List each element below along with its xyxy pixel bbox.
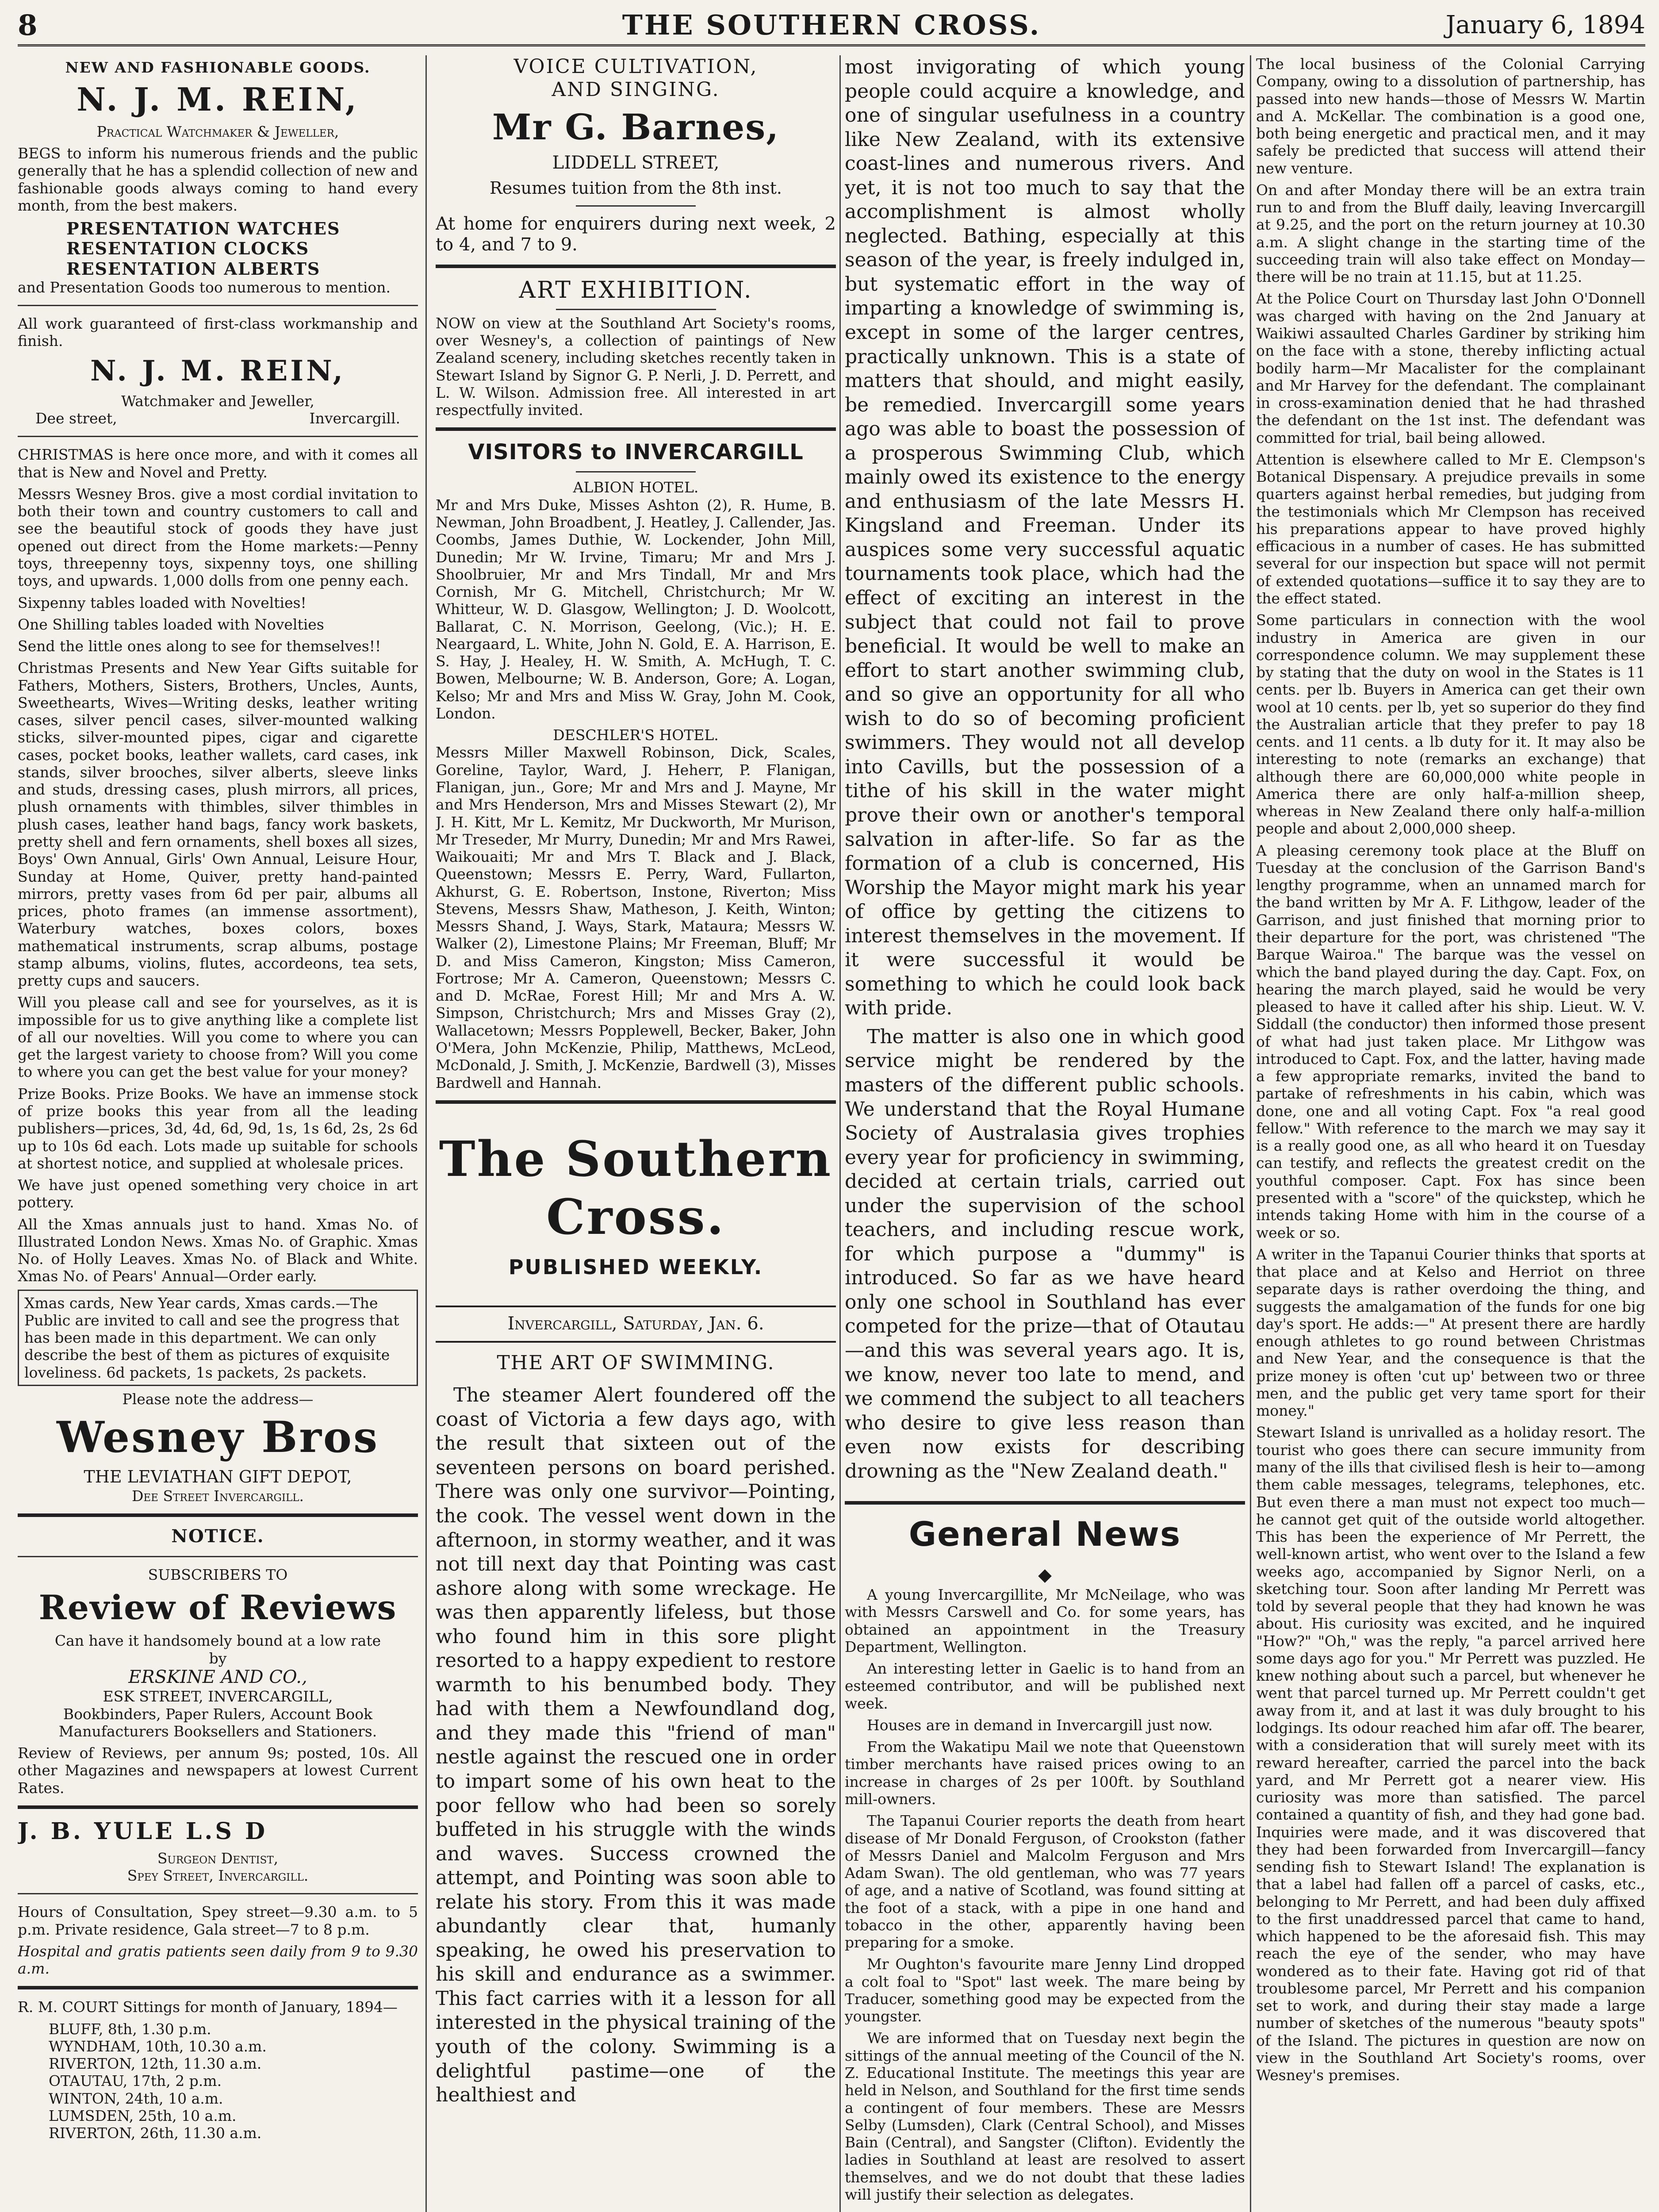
- teacher-address: LIDDELL STREET,: [552, 152, 720, 173]
- sitting: LUMSDEN, 25th, 10 a.m.: [49, 2107, 237, 2125]
- issue-date: January 6, 1894: [1445, 11, 1645, 39]
- voice-heading: VOICE CULTIVATION,: [513, 55, 758, 78]
- ad-text: All work guaranteed of first-class workmanship and finish.: [18, 315, 418, 350]
- article-body: The steamer Alert foundered off the coast of Victoria a few days ago, with the result that sixteen out of the seventeen persons on board perished. There was only one survivor—Pointing, the cook. The vessel went down in the afternoon, in stormy weather, and it was not till next day that Pointing was cast ashore along with some wreckage. He was then apparently lifeless, but those who found him in this sore plight resorted to a happy expedient to restore warmth to his benumbed body. They had with them a Newfoundland dog, and they made this "friend of man" nestle against the rescued one in order to impart some of his own heat to the poor fellow who had been so sorely buffeted in his struggle with the winds and waves. Success crowned the attempt, and Pointing was soon able to relate his story. From this it was made abundantly clear that, humanly speaking, he owed his preservation to his skill and endurance as a swimmer. This fact carries with it a lesson for all interested in the physical training of the youth of the colony. Swimming is a delightful pastime—one of the healthiest and: [436, 1384, 836, 2107]
- article-body: most invigorating of which young people could acquire a knowledge, and one of singular usefulness in a country like New Zealand, with its extensive coast-lines and numerous rivers. And yet, it is not too much to say that the accomplishment is almost wholly neglected. Bathing, especially at this season of the year, is freely indulged in, but systematic effort in the way of imparting a knowledge of swimming is, except in some of the larger centres, practically unknown. This is a state of matters that should, and might easily, be remedied. Invercargill some years ago was able to boast the possession of a prosperous Swimming Club, which mainly owed its existence to the energy and enthusiasm of the late Messrs H. Kingsland and Freeman. Under its auspices some very successful aquatic tournaments took place, which had the effect of exciting an interest in the subject that could not fail to prove beneficial. It would be well to make an effort to start another swimming club, and so give an opportunity for all who wish to do so of becoming proficient swimmers. They would not all develop into Cavills, but the possession of a tithe of his skill in the water might prove their own or another's temporal salvation in after-life. So far as the formation of a club is concerned, His Worship the Mayor might mark his year of office by getting the citizens to interest themselves in the movement. If it were successful it would be something to which he could look back with pride.: [845, 56, 1245, 1020]
- court-advertisement: [18, 1998, 418, 2142]
- divider: [18, 1513, 418, 1517]
- dateline-box: [436, 1306, 836, 1343]
- article-heading: THE ART OF SWIMMING.: [497, 1351, 775, 1374]
- column-3: [845, 55, 1245, 2212]
- column-rule: [839, 55, 841, 2212]
- divider: [556, 309, 716, 310]
- notice-advertisement: [18, 1526, 418, 1797]
- binder-name: ERSKINE AND CO.,: [128, 1667, 307, 1687]
- dentist-advertisement: [18, 1818, 418, 1977]
- published-weekly: PUBLISHED WEEKLY.: [508, 1255, 763, 1279]
- notice-sub: SUBSCRIBERS TO: [148, 1566, 288, 1583]
- presentation-item: RESENTATION ALBERTS: [66, 258, 321, 279]
- sitting: OTAUTAU, 17th, 2 p.m.: [49, 2072, 222, 2090]
- teacher-name: Mr G. Barnes,: [492, 106, 780, 148]
- dentist-hours: Hours of Consultation, Spey street—9.30 a.m. to 5 p.m. Private residence, Gala street—7 to 8 p.m.: [18, 1903, 418, 1938]
- xmas-cards-box: Xmas cards, New Year cards, Xmas cards.—The Public are invited to call and see the progress that has been made in this department. We can only describe the best of them as pictures of exquisite loveliness. 6d packets, 1s packets, 2s packets.: [18, 1290, 418, 1386]
- hotel-guests: Messrs Miller Maxwell Robinson, Dick, Scales, Goreline, Taylor, Ward, J. Heherr, P. Flanigan, Flanigan, jun., Gore; Mr and Mrs and J. Mayne, Mr and Mrs Henderson, Mrs and Misses Stewart (2), Mr J. H. Kitt, Mr L. Kemitz, Mr Duckworth, Mr Murison, Mr Treseder, Mr Murry, Dunedin; Mr and Mrs Rawei, Waikouaiti; Mr and Mrs T. Black and J. Black, Queenstown; Messrs E. Perry, Ward, Fullarton, Akhurst, G. E. Robertson, Instone, Riverton; Miss Stevens, Messrs Shaw, Matheson, J. Keith, Winton; Messrs Shand, J. Ways, Stark, Mataura; Messrs W. Walker (2), Limestone Plains; Mr Freeman, Bluff; Mr D. and Miss Cameron, Kingston; Miss Cameron, Fortrose; Mr A. Cameron, Queenstown; Messrs C. and D. McRae, Forest Hill; Mr and Mrs A. W. Simpson, Christchurch; Mrs and Misses Gray (2), Wallacetown; Messrs Popplewell, Becker, Baker, John O'Mera, John McKenzie, Philip, Matthews, McLeod, McDonald, J. Smith, J. McKenzie, Bardwell (3), Misses Bardwell and Hannah.: [436, 744, 836, 1091]
- dentist-name: J. B. YULE L.S D: [18, 1817, 268, 1845]
- page-number: 8: [18, 9, 38, 42]
- column-rule: [1250, 55, 1251, 2212]
- paper-banner: [436, 1130, 836, 1279]
- news-item: The Tapanui Courier reports the death from heart disease of Mr Donald Ferguson, of Crookston (father of Messrs Daniel and Malcolm Ferguson and Mrs Adam Swan). The old gentleman, who was 77 years of age, and a native of Scotland, was found sitting at the foot of a stack, with a pipe in one hand and tobacco in the other, apparently having been preparing for a smoke.: [845, 1812, 1245, 1951]
- ad-text: All the Xmas annuals just to hand. Xmas No. of Illustrated London News. Xmas No. of Graphic. Xmas No. of Holly Leaves. Xmas No. of Black and White. Xmas No. of Pears' Annual—Order early.: [18, 1215, 418, 1285]
- sitting: RIVERTON, 12th, 11.30 a.m.: [49, 2055, 262, 2073]
- news-item: From the Wakatipu Mail we note that Queenstown timber merchants have raised prices owing to an increase in charges of 2s per 100ft. by Southland mill-owners.: [845, 1738, 1245, 1808]
- ad-text: Prize Books. Prize Books. We have an immense stock of prize books this year from all the leading publishers—prices, 3d, 4d, 6d, 9d, 1s, 1s 6d, 2s, 2s 6d up to 10s 6d each. Lots made up suitable for schools at shortest notice, and supplied at wholesale prices.: [18, 1085, 418, 1172]
- street: Dee street,: [35, 410, 117, 427]
- sitting: WYNDHAM, 10th, 10.30 a.m.: [49, 2037, 267, 2055]
- advertiser-name: N. J. M. REIN,: [77, 81, 359, 119]
- signature-name: N. J. M. REIN,: [90, 354, 345, 388]
- divider: [845, 1501, 1245, 1505]
- ad-body: BEGS to inform his numerous friends and the public generally that he has a splendid collection of new and fashionable goods always coming to hand every month, from the best makers.: [18, 145, 418, 214]
- advertiser-trade: Practical Watchmaker & Jeweller,: [96, 123, 339, 140]
- news-item: At the Police Court on Thursday last John O'Donnell was charged with having on the 2nd January at Waikiwi assaulted Charles Gardiner by striking him on the face with a stone, thereby inflicting actual bodily harm—Mr Macalister for the complainant and Mr Harvey for the defendant. The complainant in cross-examination denied that he had thrashed the defendant on the 1st inst. The defendant was committed for trial, bail being allowed.: [1256, 290, 1645, 446]
- ad-text: Send the little ones along to see for themselves!!: [18, 637, 381, 655]
- news-item: A pleasing ceremony took place at the Bluff on Tuesday at the conclusion of the Garrison Band's lengthy programme, when an unnamed march for the band written by Mr A. F. Lithgow, leader of the Garrison, and just finished that morning prior to their departure for the port, was christened "The Barque Wairoa." The barque was the vessel on which the band played during the day. Capt. Fox, on hearing the march played, said he would be very pleased to have it called after his ship. Lieut. W. V. Siddall (the conductor) then informed those present of what had just taken place. Mr Lithgow was introduced to Capt. Fox, and the latter, having made a few appropriate remarks, invited the band to partake of refreshments in his cabin, which was done, one and all voting Capt. Fox "a real good fellow." With reference to the march we may say it is a really good one, as all who heard it on Tuesday can testify, and reflects the greatest credit on the youthful composer. Capt. Fox has since been presented with a "score" of the quickstep, which he intends taking Home with him in the course of a week or so.: [1256, 841, 1645, 1241]
- art-body: NOW on view at the Southland Art Society's rooms, over Wesney's, a collection of paintings of New Zealand scenery, including sketches recently taken in Stewart Island by Signor G. P. Nerli, J. D. Perrett, and L. W. Wilson. Admission free. All interested in art respectfully invited.: [436, 314, 836, 419]
- news-item: Mr Oughton's favourite mare Jenny Lind dropped a colt foal to "Spot" last week. The mare being by Traducer, something good may be expected from the youngster.: [845, 1955, 1245, 2025]
- divider: [436, 427, 836, 431]
- divider: [576, 471, 696, 472]
- notice-price: Review of Reviews, per annum 9s; posted, 10s. All other Magazines and newspapers at lowest Current Rates.: [18, 1744, 418, 1797]
- news-item: We are informed that on Tuesday next begin the sittings of the annual meeting of the Council of the N. Z. Educational Institute. The meetings this year are held in Nelson, and Southland for the first time sends a contingent of four members. These are Messrs Selby (Lumsden), Clark (Central School), and Misses Bain (Central), and Sangster (Clifton). Evidently the ladies in Southland at least are resolved to assert themselves, and we do not doubt that these ladies will justify their selection as delegates.: [845, 2029, 1245, 2203]
- address-note: Please note the address—: [122, 1390, 314, 1408]
- voice-advertisement: [436, 55, 836, 256]
- divider: [576, 205, 696, 207]
- ad-text: One Shilling tables loaded with Novelties: [18, 615, 324, 633]
- hotel-name: ALBION HOTEL.: [573, 479, 699, 496]
- wesney-advertisement: [18, 446, 418, 1505]
- article-body: The matter is also one in which good service might be rendered by the masters of the different public schools. We understand that the Royal Humane Society of Australasia gives trophies every year for proficiency in swimming, decided at certain trials, carried out under the supervision of the school teachers, and including rescue work, for which purpose a "dummy" is introduced. So far as we have heard only one school in Southland has ever competed for the prize—that of Otautau—and this was several years ago. It is, we know, never too late to mend, and we commend the subject to all teachers who desire to give less reason than even now exists for describing drowning as the "New Zealand death.": [845, 1025, 1245, 1482]
- presentation-item: RESENTATION CLOCKS: [66, 238, 310, 259]
- masthead: [18, 9, 1645, 46]
- sitting: WINTON, 24th, 10 a.m.: [49, 2089, 223, 2107]
- news-item: A writer in the Tapanui Courier thinks that sports at that place and at Kelso and Herriot on three separate days is rather overdoing the thing, and suggests the amalgamation of the funds for one big day's sport. He adds:—" At present there are hardly enough athletes to go round between Christmas and New Year, and the consequence is that the prize money is often 'cut up' between two or three men, and the public get very tame sport for their money.": [1256, 1245, 1645, 1420]
- divider: [18, 305, 418, 306]
- diamond-ornament: ◆: [1038, 1564, 1052, 1585]
- dentist-free: Hospital and gratis patients seen daily from 9 to 9.30 a.m.: [18, 1942, 418, 1978]
- binder-address: ESK STREET, INVERCARGILL,: [103, 1688, 333, 1705]
- news-heading: General News: [908, 1514, 1181, 1554]
- column-rule: [425, 55, 427, 2212]
- swimming-article: [436, 1352, 836, 2108]
- teacher-resume: Resumes tuition from the 8th inst.: [490, 178, 782, 198]
- notice-title: Review of Reviews: [38, 1587, 397, 1627]
- court-sittings: [18, 2020, 418, 2142]
- column-1: [18, 55, 418, 2212]
- voice-sub: AND SINGING.: [552, 78, 720, 101]
- dateline: Invercargill, Saturday, Jan. 6.: [507, 1313, 764, 1334]
- column-4: [1256, 55, 1645, 2212]
- news-item: An interesting letter in Gaelic is to hand from an esteemed contributor, and will be published next week.: [845, 1660, 1245, 1712]
- newspaper-title: THE SOUTHERN CROSS.: [622, 9, 1041, 41]
- news-item: Houses are in demand in Invercargill just now.: [867, 1716, 1213, 1734]
- art-heading: ART EXHIBITION.: [519, 276, 753, 303]
- binder-trade: Bookbinders, Paper Rulers, Account Book Manufacturers Booksellers and Stationers.: [58, 1705, 377, 1740]
- hotel-guests: Mr and Mrs Duke, Misses Ashton (2), R. Hume, B. Newman, John Broadbent, J. Heatley, J. Callender, Jas. Coombs, James Duthie, W. Lockender, John Mill, Dunedin; Mr W. Irvine, Timaru; Mr and Mrs J. Shoolbruier, Mr and Mrs Tindall, Mr and Mrs Cornish, Mr G. Mitchell, Christchurch; Mr W. Whitteur, W. D. Glasgow, Wellington; J. D. Woolcott, Ballarat, C. N. Morrison, Geelong, (Vic.); H. E. Neargaard, L. White, John N. Gold, E. A. Harrison, E. S. Hay, J. Healey, H. W. Smith, A. McHugh, T. C. Bowen, Melbourne; W. B. Anderson, Gore; A. Logan, Kelso; Mr and Mrs and Miss W. Gray, John M. Cook, London.: [436, 496, 836, 722]
- news-items: [845, 1586, 1245, 2203]
- firm-name: Wesney Bros: [57, 1412, 379, 1463]
- news-item: On and after Monday there will be an extra train run to and from the Bluff daily, leaving Invercargill at 9.25, and the port on the return journey at 10.30 a.m. A slight change in the starting time of the succeeding train will also take effect on Monday—there will be no train at 11.15, but at 11.25.: [1256, 181, 1645, 286]
- ad-heading: NEW AND FASHIONABLE GOODS.: [65, 59, 371, 76]
- news-item: Some particulars in connection with the wool industry in America are given in our correspondence column. We may supplement these by stating that the duty on wool in the States is 11 cents. per lb. Buyers in America can get their own wool at 10 cents. per lb, yet so superior do they find the Australian article that they prefer to pay 18 cents. and 11 cents. a lb duty for it. It may also be interesting to note (remarks an exchange) that although there are 60,000,000 white people in America there are only half-a-million sheep, whereas in New Zealand there only half-a-million people and about 2,000,000 sheep.: [1256, 611, 1645, 837]
- column-2: [436, 55, 836, 2212]
- divider: [18, 1556, 418, 1557]
- teacher-hours: At home for enquirers during next week, 2 to 4, and 7 to 9.: [436, 213, 836, 255]
- divider: [18, 1986, 418, 1989]
- sitting: RIVERTON, 26th, 11.30 a.m.: [49, 2124, 262, 2142]
- paper-name: The Southern Cross.: [439, 1130, 833, 1245]
- ad-text: and Presentation Goods too numerous to mention.: [18, 278, 391, 296]
- presentation-list: [18, 219, 418, 279]
- rein-advertisement: [18, 59, 418, 427]
- ad-text: We have just opened something very choice in art pottery.: [18, 1176, 418, 1211]
- ad-text: Sixpenny tables loaded with Novelties!: [18, 594, 307, 611]
- signature-trade: Watchmaker and Jeweller,: [121, 392, 314, 410]
- ad-text: Christmas Presents and New Year Gifts suitable for Fathers, Mothers, Sisters, Brothers, Uncles, Aunts, Sweethearts, Wives—Writing desks, leather writing cases, silver pencil cases, silver-mounted walking sticks, silver-mounted pipes, cigar and cigarette cases, pocket books, leather wallets, card cases, ink stands, silver brooches, silver alberts, sleeve links and studs, dressing cases, plush mirrors, all prices, plush ornaments with thimbles, silver thimbles in plush cases, leather hand bags, fancy work baskets, pretty shell and fern ornaments, shell boxes all sizes, Boys' Own Annual, Girls' Own Annual, Leisure Hour, Sunday at Home, Quiver, pretty hand-painted mirrors, pretty vases from 6d per pair, albums all prices, photo frames (an immense assortment), Waterbury watches, boxes colors, boxes mathematical instruments, scrap albums, postage stamp albums, violins, flutes, accordeons, tea sets, pretty cups and saucers.: [18, 659, 418, 990]
- town: Invercargill.: [309, 410, 400, 427]
- notice-heading: NOTICE.: [171, 1525, 264, 1547]
- divider: [436, 265, 836, 268]
- dentist-title: Surgeon Dentist,: [157, 1849, 279, 1867]
- divider: [18, 1893, 418, 1894]
- ad-text: Will you please call and see for yourselves, as it is impossible for us to give anything like a complete list of all our novelties. Will you come to where you can get the largest variety to choose from? Will you come to where you can get the best value for your money?: [18, 994, 418, 1081]
- hotel-name: DESCHLER'S HOTEL.: [553, 726, 719, 744]
- ad-lead: CHRISTMAS is here once more, and with it comes all that is New and Novel and Pretty.: [18, 446, 418, 481]
- news-item: Stewart Island is unrivalled as a holiday resort. The tourist who goes there can secure immunity from many of the ills that civilised flesh is heir to—among them cable messages, telegrams, telephones, etc. But even there a man must not expect too much—he cannot get quit of the outside world altogether. This has been the experience of Mr Perrett, the well-known artist, who went over to the Island a few weeks ago, accompanied by Signor Nerli, on a sketching tour. Soon after landing Mr Perrett was told by several people that they had known he was about. His curiosity was excited, and he inquired "How?" "Oh," was the reply, "a parcel arrived here some days ago for you." Mr Perrett was puzzled. He knew nothing about such a parcel, but whenever he went that parcel turned up. Mr Perrett couldn't get away from it, and at last it was duly brought to his lodgings. Its odour reached him afar off. The bearer, with a consideration that will surely meet with its reward hereafter, carried the parcel into the back yard, and Mr Perrett got a nearer view. His curiosity was more than satisfied. The parcel contained a quantity of fish, and they had gone bad. Inquiries were made, and it was discovered that they had been forwarded from Invercargill—fancy sending fish to Stewart Island! The explanation is that a label had fallen off a parcel of casks, etc., belonging to Mr Perrett, and had been duly affixed to the first unaddressed parcel that came to hand, which happened to be the aforesaid fish. This may reach the eye of the sender, who may have wondered as to their fate. Having got rid of that troublesome parcel, Mr Perrett and his companion set to work, and during their stay made a large number of sketches of the numerous "beauty spots" of the Island. The pictures in question are now on view in the Southland Art Society's rooms, over Wesney's premises.: [1256, 1424, 1645, 2084]
- visitors-list: [436, 440, 836, 1091]
- art-exhibition: [436, 277, 836, 419]
- news-item: The local business of the Colonial Carrying Company, owing to a dissolution of partnership, has passed into new hands—those of Messrs W. Martin and A. McKellar. The combination is a good one, both being energetic and practical men, and it may safely be predicted that success will attend their new venture.: [1256, 55, 1645, 177]
- divider: [18, 1805, 418, 1809]
- dentist-address: Spey Street, Invercargill.: [127, 1867, 309, 1885]
- divider: [436, 1100, 836, 1104]
- notice-line: Can have it handsomely bound at a low rate: [54, 1632, 381, 1650]
- divider: [18, 436, 418, 437]
- visitors-heading: VISITORS to INVERCARGILL: [468, 440, 804, 465]
- court-heading: R. M. COURT Sittings for month of January, 1894—: [18, 1998, 398, 2016]
- gift-depot: THE LEVIATHAN GIFT DEPOT,: [84, 1467, 352, 1487]
- notice-line: by: [209, 1649, 227, 1667]
- presentation-item: PRESENTATION WATCHES: [66, 219, 341, 239]
- firm-address: Dee Street Invercargill.: [131, 1487, 304, 1505]
- news-item: A young Invercargillite, Mr McNeilage, who was with Messrs Carswell and Co. for some years, has obtained an appointment in the Treasury Department, Wellington.: [845, 1586, 1245, 1655]
- sitting: BLUFF, 8th, 1.30 p.m.: [49, 2020, 211, 2038]
- newspaper-page: [18, 9, 1645, 2212]
- news-item: Attention is elsewhere called to Mr E. Clempson's Botanical Dispensary. A prejudice prevails in some quarters against herbal remedies, but judging from the testimonials which Mr Clempson has received his preparations appear to have proved highly efficacious in a number of cases. He has submitted several for our inspection but space will not permit of extended quotations—suffice it to say they are to the effect stated.: [1256, 450, 1645, 607]
- ad-text: Messrs Wesney Bros. give a most cordial invitation to both their town and country customers to call and see the beautiful stock of goods they have just opened out direct from the Home markets:—Penny toys, threepenny toys, sixpenny toys, one shilling toys, and upwards. 1,000 dolls from one penny each.: [18, 485, 418, 590]
- signature-address: [18, 410, 418, 427]
